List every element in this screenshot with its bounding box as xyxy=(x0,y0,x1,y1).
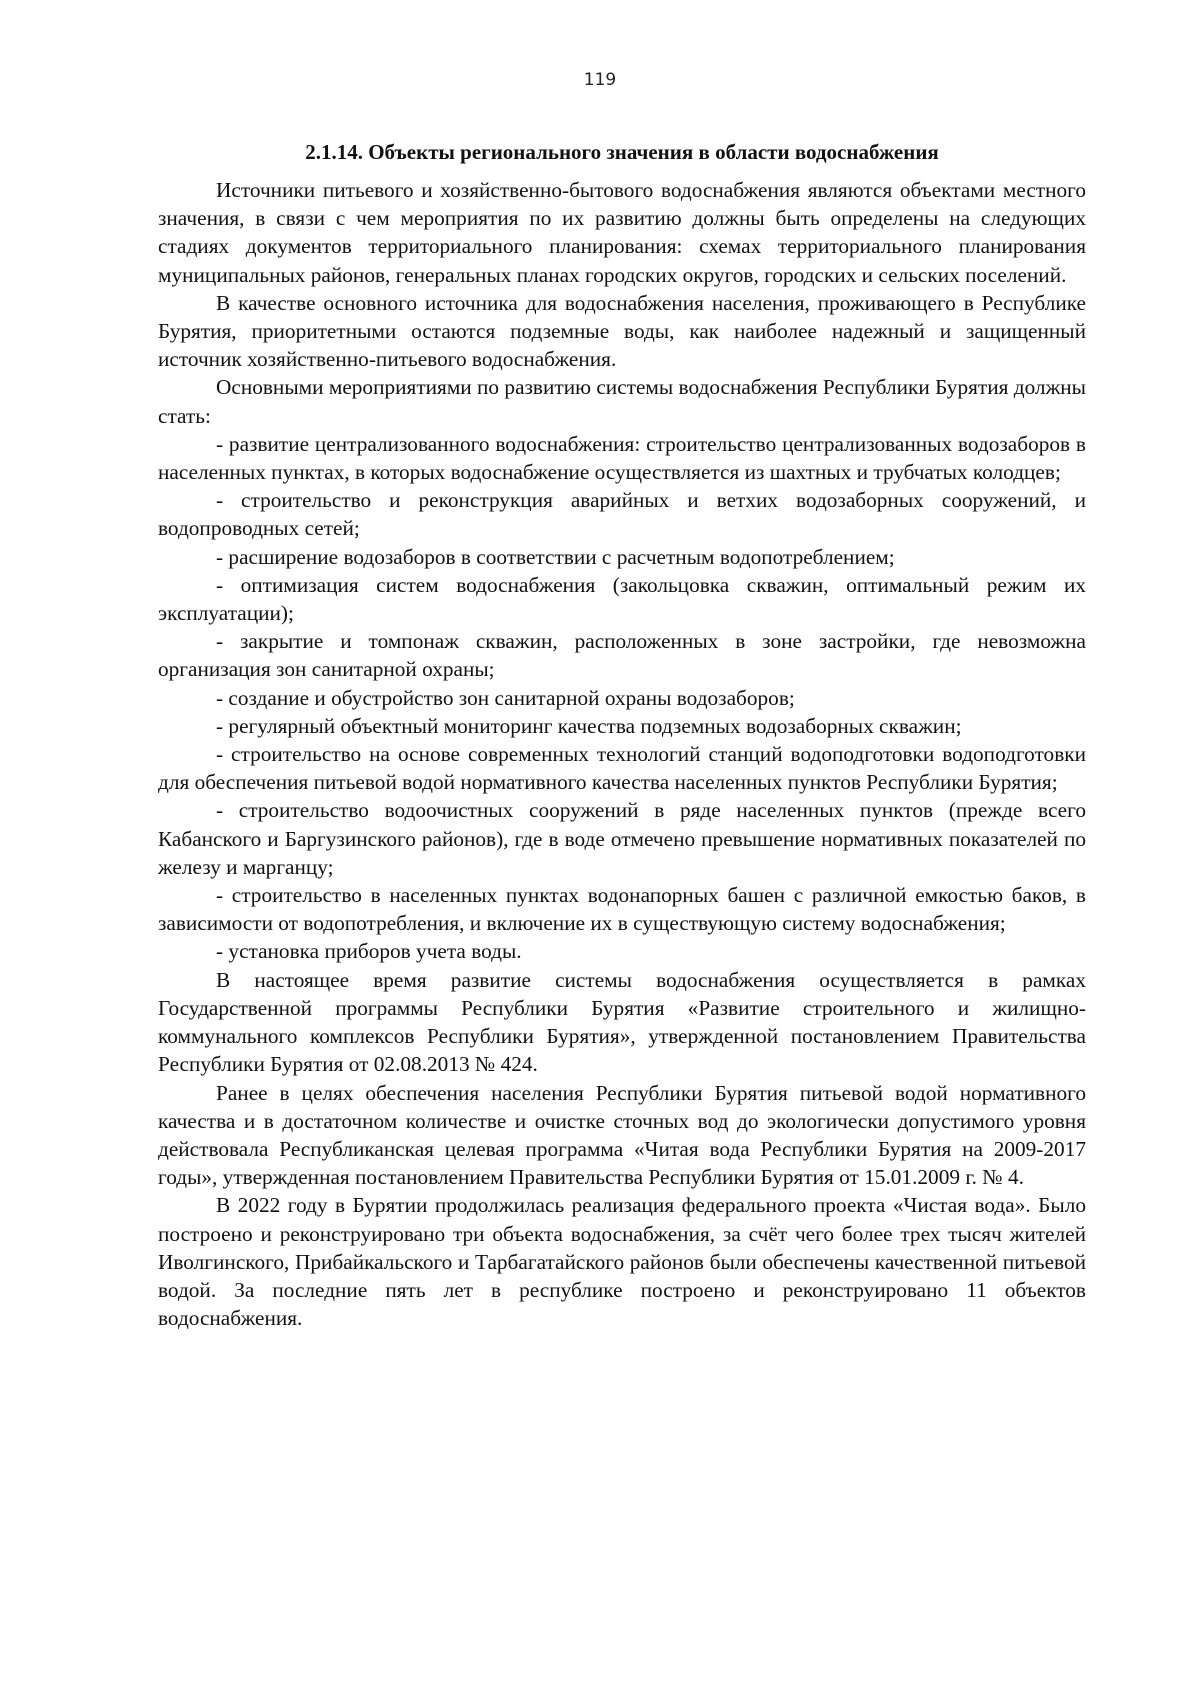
list-item: - закрытие и томпонаж скважин, расположенных в зоне застройки, где невозможна организация зон санитарной охраны; xyxy=(158,629,1086,682)
paragraph: В 2022 году в Бурятии продолжилась реализация федерального проекта «Чистая вода». Было построено и реконструировано три объекта водоснабжения, за счёт чего более трех тысяч жителей Иволгинского, Прибайкальского и Тарбагатайского районов были обеспечены качественной питьевой водой. За последние пять лет в республике построено и реконструировано 11 объектов водоснабжения. xyxy=(158,1193,1086,1331)
measures-list xyxy=(158,430,1086,966)
paragraph: В настоящее время развитие системы водоснабжения осуществляется в рамках Государственной программы Республики Бурятия «Развитие строительного и жилищно-коммунального комплексов Республики Бурятия», утвержденной постановлением Правительства Республики Бурятия от 02.08.2013 № 424. xyxy=(158,967,1086,1077)
paragraph: Ранее в целях обеспечения населения Республики Бурятия питьевой водой нормативного качества и в достаточном количестве и очистке сточных вод до экологически допустимого уровня действовала Республиканская целевая программа «Читая вода Республики Бурятия на 2009-2017 годы», утвержденная постановлением Правительства Республики Бурятия от 15.01.2009 г. № 4. xyxy=(158,1080,1086,1190)
paragraph: Основными мероприятиями по развитию системы водоснабжения Республики Бурятия должны стать: xyxy=(158,375,1086,428)
list-item: - строительство водоочистных сооружений в ряде населенных пунктов (прежде всего Кабанского и Баргузинского районов), где в воде отмечено превышение нормативных показателей по железу и марганцу; xyxy=(158,798,1086,879)
list-item: - строительство в населенных пунктах водонапорных башен с различной емкостью баков, в зависимости от водопотребления, и включение их в существующую систему водоснабжения; xyxy=(158,883,1086,936)
section-heading: 2.1.14. Объекты регионального значения в области водоснабжения xyxy=(305,140,939,164)
list-item: - оптимизация систем водоснабжения (закольцовка скважин, оптимальный режим их эксплуатации); xyxy=(158,572,1086,626)
list-item: - строительство и реконструкция аварийных и ветхих водозаборных сооружений, и водопроводных сетей; xyxy=(158,488,1086,541)
section-body xyxy=(158,176,1086,1332)
list-item: - строительство на основе современных технологий станций водоподготовки водоподготовки для обеспечения питьевой водой нормативного качества населенных пунктов Республики Бурятия; xyxy=(158,742,1086,795)
list-item: - развитие централизованного водоснабжения: строительство централизованных водозаборов в населенных пунктах, в которых водоснабжение осуществляется из шахтных и трубчатых колодцев; xyxy=(158,431,1086,485)
list-item: - регулярный объектный мониторинг качества подземных водозаборных скважин; xyxy=(216,713,962,738)
paragraph: Источники питьевого и хозяйственно-бытового водоснабжения являются объектами местного значения, в связи с чем мероприятия по их развитию должны быть определены на следующих стадиях документов территориального планирования: схемах территориального планирования муниципальных районов, генеральных планах городских округов, городских и сельских поселений. xyxy=(158,178,1086,287)
page-number: 119 xyxy=(583,70,617,90)
list-item: - расширение водозаборов в соответствии с расчетным водопотреблением; xyxy=(216,544,895,569)
list-item: - создание и обустройство зон санитарной охраны водозаборов; xyxy=(216,685,795,710)
list-item: - установка приборов учета воды. xyxy=(216,939,522,964)
paragraph: В качестве основного источника для водоснабжения населения, проживающего в Республике Бурятия, приоритетными остаются подземные воды, как наиболее надежный и защищенный источник хозяйственно-питьевого водоснабжения. xyxy=(158,290,1086,372)
